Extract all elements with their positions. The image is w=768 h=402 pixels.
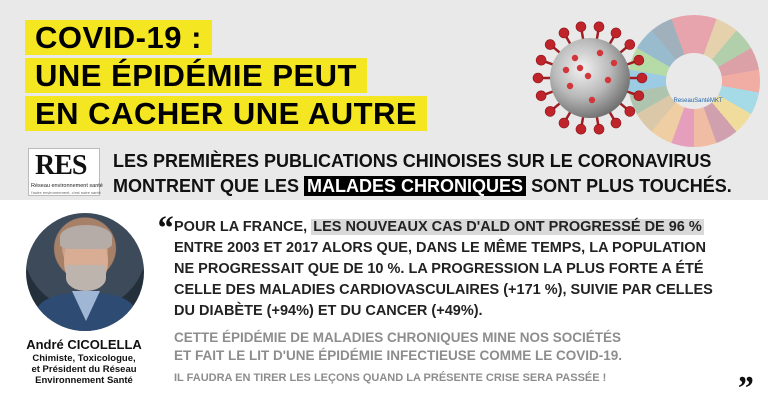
person-role-line-1: Chimiste, Toxicologue, [32,353,136,364]
virus-spike-head [594,124,604,134]
virus-spike-head [634,55,644,65]
virus-spike-head [611,28,621,38]
logo-tagline: l'autre environnement, c'est notre santé [31,190,101,195]
virus-spike-head [576,22,586,32]
portrait-photo [26,213,144,331]
quote-line-1-highlight: LES NOUVEAUX CAS D'ALD ONT PROGRESSÉ DE 96 % [313,219,702,235]
subhead-post: SONT PLUS TOUCHÉS. [531,176,732,196]
subhead-line-2 [113,175,732,197]
virus-surface-protein [589,97,595,103]
title-line-1: COVID-19 : [25,20,212,55]
title-line-3: EN CACHER UNE AUTRE [25,96,427,131]
virus-spike-head [536,91,546,101]
virus-surface-protein [567,83,573,89]
quote-line-2: ENTRE 2003 ET 2017 ALORS QUE, DANS LE MÊME TEMPS, LA POPULATION [174,240,707,256]
quote-line-4: CELLE DES MALADIES CARDIOVASCULAIRES (+171 %), SUIVIE PAR CELLES [174,282,713,298]
logo-subtitle: Réseau environnement santé [31,183,103,189]
person-role-line-2: et Président du Réseau [31,364,137,375]
quote-close-mark: ” [736,370,753,402]
virus-surface-protein [577,65,583,71]
conclusion-line-1: CETTE ÉPIDÉMIE DE MALADIES CHRONIQUES MINE NOS SOCIÉTÉS [174,330,622,345]
quote-line-5: DU DIABÈTE (+94%) ET DU CANCER (+49%). [174,303,483,319]
virus-surface-protein [572,55,578,61]
virus-spike-head [576,124,586,134]
portrait-beard [66,265,106,291]
virus-spike-head [533,73,543,83]
quote-line-3: NE PROGRESSAIT QUE DE 10 %. LA PROGRESSION LA PLUS FORTE A ÉTÉ [174,261,704,277]
subhead-pre: MONTRENT QUE LES [113,176,300,196]
virus-spike-head [611,118,621,128]
quote-open-mark: “ [156,210,173,247]
virus-spike-head [559,28,569,38]
coronavirus-illustration [530,18,650,138]
virus-surface-protein [611,60,617,66]
person-role-line-3: Environnement Santé [35,375,133,386]
person-name: André CICOLELLA [26,337,142,352]
conclusion-line-2: ET FAIT LE LIT D'UNE ÉPIDÉMIE INFECTIEUSE COMME LE COVID-19. [174,348,622,363]
person-role [8,353,160,386]
virus-surface-protein [585,73,591,79]
quote-line-1 [174,218,704,236]
logo-mark: RES [35,150,87,181]
virus-surface-protein [597,50,603,56]
virus-spike-head [634,91,644,101]
virus-spike-head [625,40,635,50]
virus-spike-head [594,22,604,32]
virus-spike-head [536,55,546,65]
quote-line-1-pre: POUR LA FRANCE, [174,219,308,235]
virus-surface-protein [605,77,611,83]
virus-spike-head [637,73,647,83]
subhead-line-1: LES PREMIÈRES PUBLICATIONS CHINOISES SUR LE CORONAVIRUS [113,151,712,171]
res-logo [28,148,103,196]
virus-spike-head [545,40,555,50]
conclusion-line-3: IL FAUDRA EN TIRER LES LEÇONS QUAND LA PRÉSENTE CRISE SERA PASSÉE ! [174,372,607,384]
subhead-highlight: MALADES CHRONIQUES [304,176,526,196]
virus-spike-head [545,106,555,116]
virus-surface-protein [563,67,569,73]
sdg-label: ReseauSantéMKT [673,98,723,104]
virus-spike-head [625,106,635,116]
title-line-2: UNE ÉPIDÉMIE PEUT [25,58,367,93]
portrait-hair [60,225,112,249]
virus-spike-head [559,118,569,128]
